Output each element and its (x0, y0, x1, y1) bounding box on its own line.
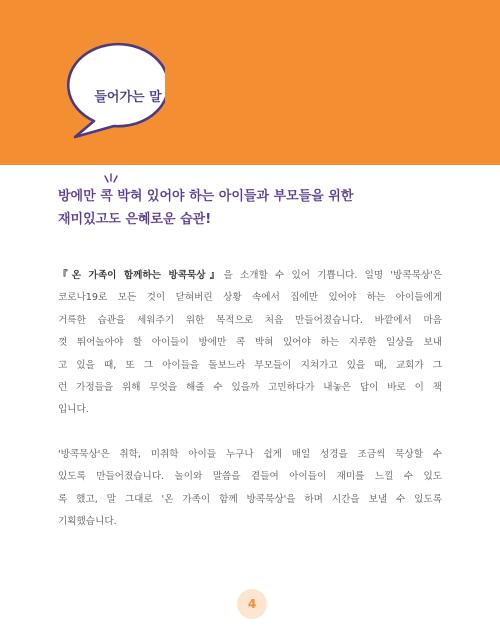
paragraph-1-line-7: 입니다. (58, 404, 89, 416)
paragraph-2-line-2: 있도록 만들어졌습니다. 놀이와 말씀을 곁들여 아이들이 재미를 느낄 수 있도 (58, 471, 442, 483)
paragraph-2 (58, 444, 442, 534)
paragraph-2-line-3: 록 했고, 말 그대로 '온 가족이 함께 방콕묵상'을 하며 시간을 보낼 수 있도록 (58, 493, 442, 505)
paragraph-1-line-4: 껏 뛰어놀아야 할 아이들이 방에만 콕 박혀 있어야 하는 지루한 일상을 보내 (58, 337, 442, 349)
body-text (58, 265, 442, 533)
book-title: 『온 가족이 함께하는 방콕묵상』 (58, 270, 224, 281)
intro-heading (58, 185, 458, 231)
paragraph-2-line-4: 기획했습니다. (58, 516, 117, 528)
intro-heading-line-2: 재미있고도 은혜로운 습관! (58, 212, 212, 227)
paragraph-1-line-3: 거룩한 습관을 세워주기 위한 목적으로 처음 만들어졌습니다. 바깥에서 마음 (58, 314, 442, 326)
paragraph-2-line-1: '방콕묵상'은 취학, 미취학 아이들 누구나 쉽게 매일 성경을 조금씩 묵상할 수 (58, 448, 442, 460)
paragraph-1-line-2: 코로나19로 모든 것이 닫혀버린 상황 속에서 집에만 있어야 하는 아이들에게 (58, 292, 442, 304)
page-number: 4 (247, 597, 257, 611)
bubble-title: 들어가는 말 (94, 90, 162, 105)
paragraph-1-line-5: 고 있을 때, 또 그 아이들을 돌보느라 부모들이 지쳐가고 있을 때, 교회가 그 (58, 359, 442, 371)
sparkle-icon (101, 173, 121, 185)
paragraph-1-line-1-text: 을 소개할 수 있어 기쁩니다. 일명 '방콕묵상'은 (223, 270, 443, 281)
intro-heading-line-1: 방에만 콕 박혀 있어야 하는 아이들과 부모들을 위한 (58, 189, 354, 204)
paragraph-1-line-1 (58, 265, 442, 287)
paragraph-1-line-6: 런 가정들을 위해 무엇을 해줄 수 있을까 고민하다가 내놓은 답이 바로 이 책 (58, 382, 442, 394)
paragraph-1 (58, 265, 442, 422)
